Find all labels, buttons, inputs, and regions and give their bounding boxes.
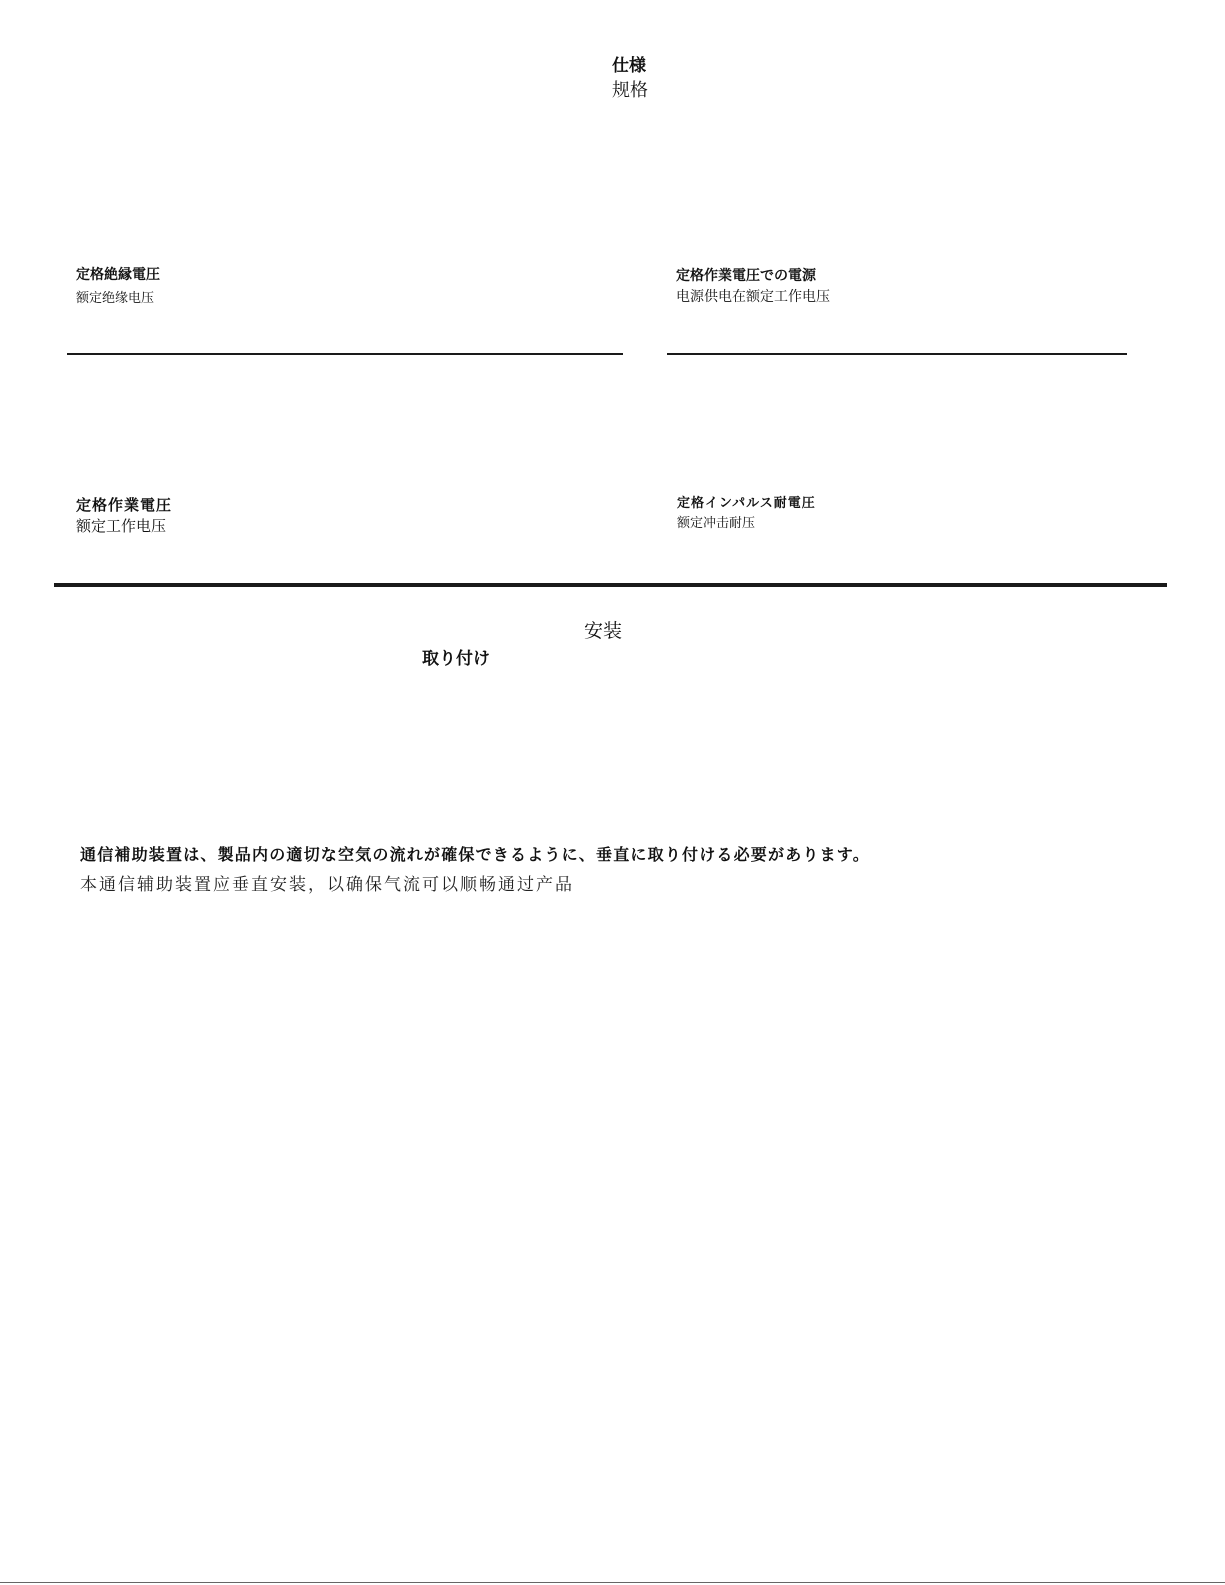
section-divider (54, 583, 1167, 587)
specifications-title-jp: 仕様 (612, 56, 646, 76)
rated-insulation-voltage-label-cn: 额定绝缘电压 (76, 291, 155, 306)
rated-insulation-voltage-value-line (67, 353, 623, 355)
rated-insulation-voltage-label-jp: 定格絶縁電圧 (76, 267, 160, 283)
rated-impulse-voltage-label-cn: 额定冲击耐压 (677, 516, 756, 531)
specifications-title-cn: 规格 (612, 80, 648, 101)
installation-text-jp: 通信補助装置は、製品内の適切な空気の流れが確保できるように、垂直に取り付ける必要があります。 (80, 845, 870, 864)
power-at-rated-voltage-value-line (667, 353, 1127, 355)
power-at-rated-voltage-label-cn: 电源供电在额定工作电压 (676, 289, 830, 305)
installation-title-cn: 安装 (584, 620, 623, 642)
installation-title-jp: 取り付け (422, 649, 490, 669)
page-bottom-border (0, 1582, 1225, 1583)
rated-operating-voltage-label-cn: 额定工作电压 (76, 517, 167, 535)
rated-operating-voltage-label-jp: 定格作業電圧 (76, 496, 173, 514)
installation-text-cn: 本通信辅助装置应垂直安装，以确保气流可以顺畅通过产品 (80, 875, 574, 895)
rated-impulse-voltage-label-jp: 定格インパルス耐電圧 (677, 496, 816, 511)
power-at-rated-voltage-label-jp: 定格作業電圧での電源 (676, 268, 816, 284)
